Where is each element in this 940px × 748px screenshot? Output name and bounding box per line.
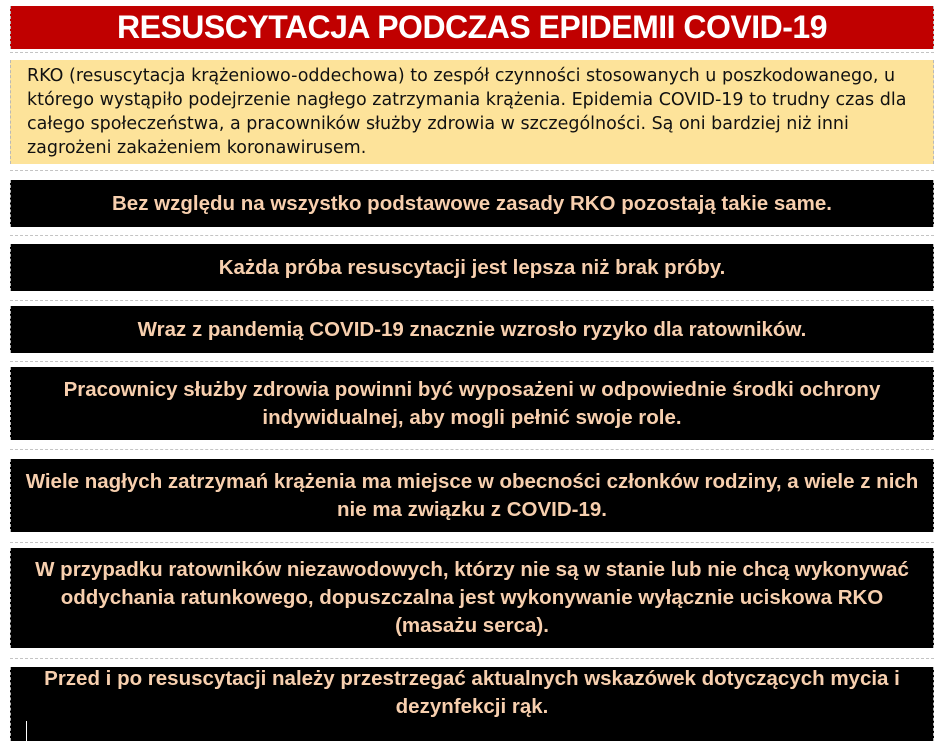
point-box-2	[10, 244, 934, 291]
point-text-2[interactable]: Każda próba resuscytacji jest lepsza niż brak próby.	[218, 255, 726, 279]
intro-paragraph[interactable]: RKO (resuscytacja krążeniowo-oddechowa) to zespół czynności stosowanych u poszkodowanego, u którego wystąpiło podejrzenie nagłego zatrzymania krążenia. Epidemia COVID-19 to trudny czas dla całego społeczeństwa, a pracowników służby zdrowia w szczególności. Są oni bardziej niż inni zagrożeni zakażeniem koronawirusem.	[10, 60, 934, 164]
document-title: RESUSCYTACJA PODCZAS EPIDEMII COVID-19	[10, 6, 934, 49]
row-divider	[10, 449, 934, 450]
row-divider	[10, 300, 934, 301]
point-text-5[interactable]: Wiele nagłych zatrzymań krążenia ma miejsce w obecności członków rodziny, a wiele z nich nie ma związku z COVID-19.	[25, 469, 919, 521]
point-text-6[interactable]: W przypadku ratowników niezawodowych, którzy nie są w stanie lub nie chcą wykonywać oddychania ratunkowego, dopuszczalna jest wykonywanie wyłącznie uciskowa RKO (masażu serca).	[35, 558, 909, 637]
point-box-6	[10, 548, 934, 648]
point-box-1	[10, 180, 934, 227]
point-box-5	[10, 459, 934, 532]
point-text-1[interactable]: Bez względu na wszystko podstawowe zasady RKO pozostają takie same.	[112, 191, 832, 215]
point-text-4[interactable]: Pracownicy służby zdrowia powinni być wyposażeni w odpowiednie środki ochrony indywidualnej, aby mogli pełnić swoje role.	[63, 377, 881, 429]
text-cursor	[26, 721, 27, 743]
point-box-3	[10, 306, 934, 353]
row-divider	[10, 361, 934, 362]
point-text-3[interactable]: Wraz z pandemią COVID-19 znacznie wzrosło ryzyko dla ratowników.	[137, 317, 807, 341]
row-divider	[10, 658, 934, 659]
point-text-7[interactable]	[25, 665, 919, 743]
row-divider	[10, 170, 934, 171]
row-divider	[10, 235, 934, 236]
point-text-7-content: Przed i po resuscytacji należy przestrzegać aktualnych wskazówek dotyczących mycia i dezynfekcji rąk.	[44, 667, 900, 718]
row-divider	[10, 52, 934, 53]
point-box-4	[10, 367, 934, 440]
row-divider	[10, 542, 934, 543]
point-box-7	[10, 667, 934, 741]
